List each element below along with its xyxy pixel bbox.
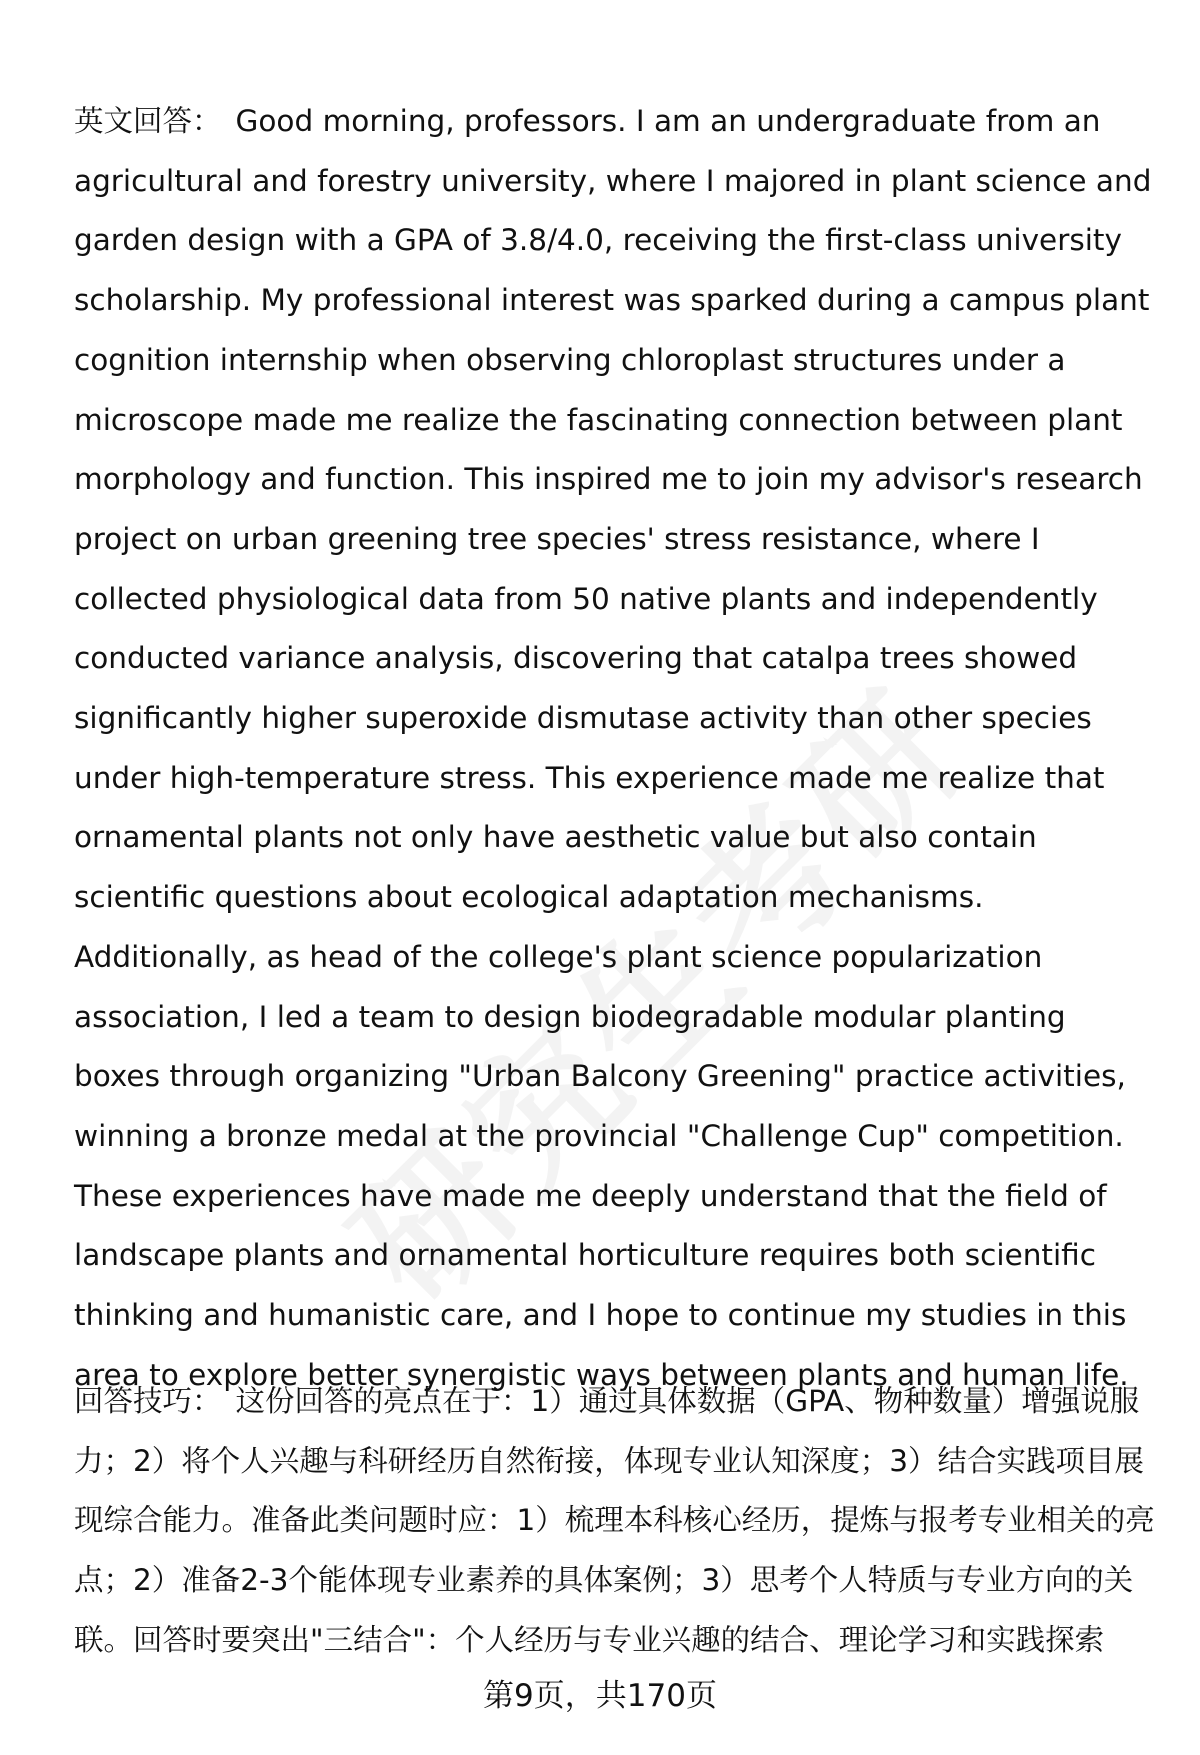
english-answer-text: Good morning, professors. I am an undergraduate from an agricultural and forestry university, where I majored in plant science and garden design with a GPA of 3.8/4.0, receiving the first-class university scholarship. My professional interest was sparked during a campus plant cognition internship when observing chloroplast structures under a microscope made me realize the fascinating connection between plant morphology and function. This inspired me to join my advisor's research project on urban greening tree species' stress resistance, where I collected physiological data from 50 native plants and independently conducted variance analysis, discovering that catalpa trees showed significantly higher superoxide dismutase activity than other species under high-temperature stress. This experience made me realize that ornamental plants not only have aesthetic value but also contain scientific questions about ecological adaptation mechanisms. Additionally, as head of the college's plant science popularization association, I led a team to design biodegradable modular planting boxes through organizing "Urban Balcony Greening" practice activities, winning a bronze medal at the provincial "Challenge Cup" competition. These experiences have made me deeply understand that the field of landscape plants and ornamental horticulture requires both scientific thinking and humanistic care, and I hope to continue my studies in this area to explore better synergistic ways between plants and human life. [74,104,1152,1392]
answer-tips-text: 这份回答的亮点在于：1）通过具体数据（GPA、物种数量）增强说服力；2）将个人兴趣与科研经历自然衔接，体现专业认知深度；3）结合实践项目展现综合能力。准备此类问题时应：1）梳理本科核心经历，提炼与报考专业相关的亮点；2）准备2-3个能体现专业素养的具体案例；3）思考个人特质与专业方向的关联。回答时要突出"三结合"：个人经历与专业兴趣的结合、理论学习和实践探索 [74,1384,1155,1657]
answer-tips-paragraph [74,1372,1160,1671]
answer-tips-label: 回答技巧： [74,1384,222,1418]
english-answer-paragraph [74,92,1160,1405]
english-answer-label: 英文回答： [74,104,222,138]
page-number-footer: 第9页，共170页 [483,1678,717,1714]
